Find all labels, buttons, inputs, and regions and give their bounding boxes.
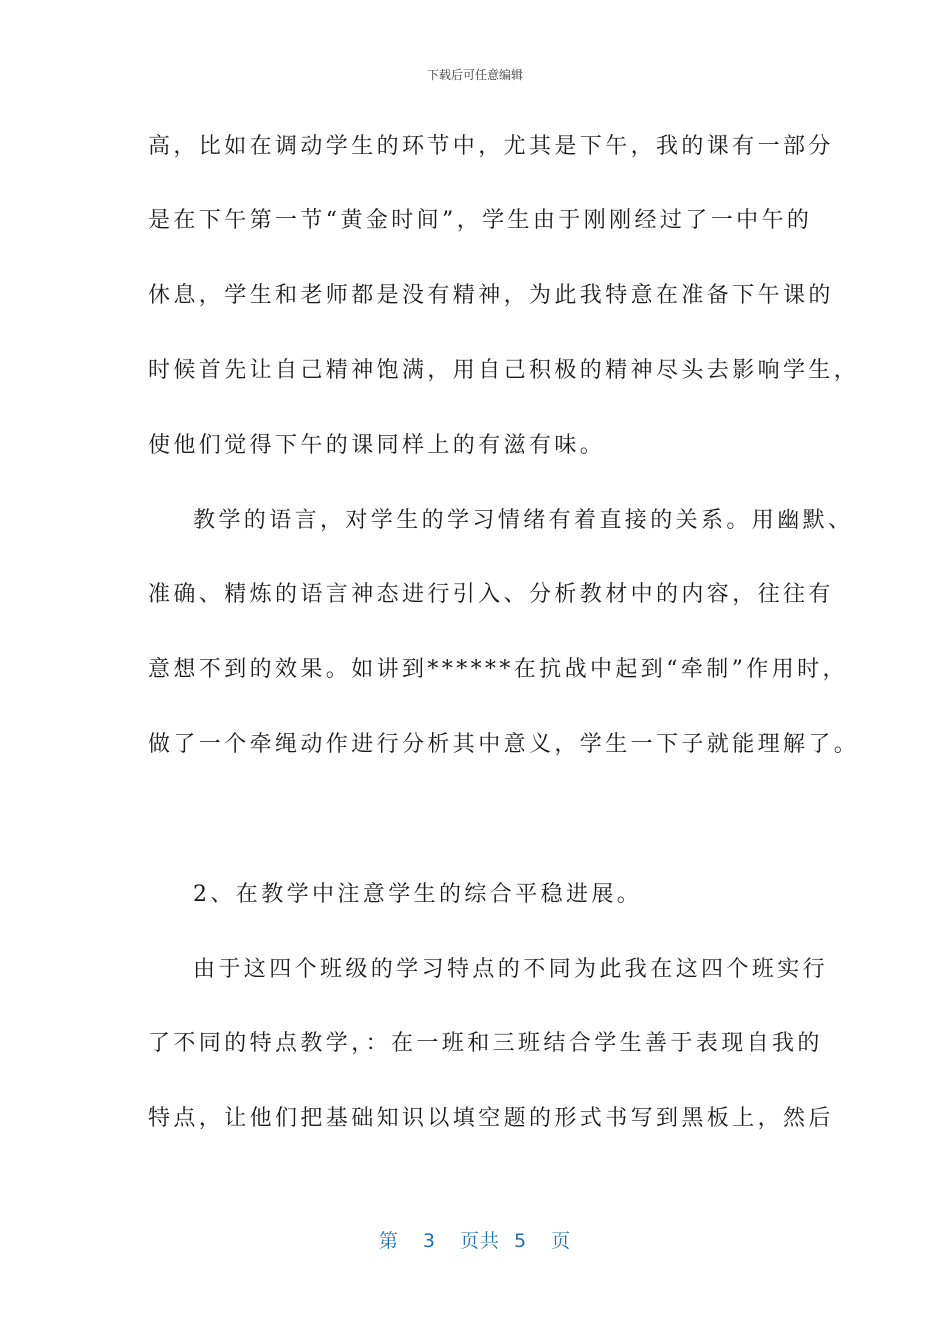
paragraph-line: 使他们觉得下午的课同样上的有滋有味。 bbox=[148, 433, 606, 458]
paragraph-line: 休息，学生和老师都是没有精神，为此我特意在准备下午课的 bbox=[148, 283, 834, 308]
footer-current-page: 3 bbox=[422, 1230, 436, 1252]
footer-total-pages: 5 bbox=[514, 1230, 528, 1252]
paragraph-line: 特点，让他们把基础知识以填空题的形式书写到黑板上，然后 bbox=[148, 1106, 834, 1131]
footer-suffix: 页 bbox=[551, 1230, 572, 1252]
section-heading: 2、在教学中注意学生的综合平稳进展。 bbox=[193, 882, 643, 907]
paragraph-line: 教学的语言，对学生的学习情绪有着直接的关系。用幽默、 bbox=[193, 508, 854, 533]
paragraph-line: 了不同的特点教学，：在一班和三班结合学生善于表现自我的 bbox=[148, 1031, 823, 1056]
paragraph-line: 由于这四个班级的学习特点的不同为此我在这四个班实行 bbox=[193, 957, 829, 982]
paragraph-line: 是在下午第一节“黄金时间”，学生由于刚刚经过了一中午的 bbox=[148, 208, 813, 233]
paragraph-line: 意想不到的效果。如讲到******在抗战中起到“牵制”作用时， bbox=[148, 657, 848, 682]
paragraph-line: 高，比如在调动学生的环节中，尤其是下午，我的课有一部分 bbox=[148, 134, 834, 159]
footer-prefix: 第 bbox=[378, 1230, 399, 1252]
page-header: 下载后可任意编辑 bbox=[426, 68, 523, 82]
footer-middle: 页共 bbox=[459, 1230, 500, 1252]
paragraph-line: 做了一个牵绳动作进行分析其中意义，学生一下子就能理解了。 bbox=[148, 732, 860, 757]
paragraph-line: 时候首先让自己精神饱满，用自己积极的精神尽头去影响学生， bbox=[148, 358, 860, 383]
paragraph-line: 准确、精炼的语言神态进行引入、分析教材中的内容，往往有 bbox=[148, 582, 834, 607]
page-footer bbox=[0, 1226, 950, 1253]
